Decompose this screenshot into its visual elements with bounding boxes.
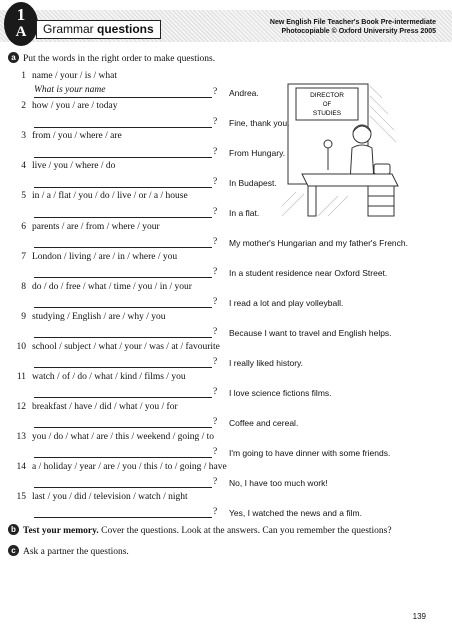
- credit-line-1: New English File Teacher's Book Pre-intermediate: [269, 19, 436, 26]
- section-c-marker: c: [8, 545, 19, 556]
- instruction-a: [8, 52, 215, 64]
- answer-text: Fine, thank you.: [229, 118, 290, 128]
- sign-line-3: STUDIES: [312, 110, 342, 117]
- question-mark: ?: [213, 357, 218, 367]
- question-prompt: parents / are / from / where / your: [32, 222, 160, 232]
- question-prompt: last / you / did / television / watch / night: [32, 492, 188, 502]
- question-prompt: you / do / what / are / this / weekend / going / to: [32, 432, 215, 442]
- question-prompt: in / a / flat / you / do / live / or / a / house: [32, 191, 188, 201]
- answer-text: I really liked history.: [229, 358, 304, 368]
- question-number: 1: [21, 71, 26, 81]
- question-prompt: from / you / where / are: [32, 131, 122, 141]
- answer-line[interactable]: [34, 367, 212, 368]
- question-mark: ?: [213, 267, 218, 277]
- question-prompt: London / living / are / in / where / you: [32, 252, 178, 262]
- answer-text: In Budapest.: [229, 178, 277, 188]
- instruction-c: [8, 545, 129, 557]
- answer-line[interactable]: [34, 157, 212, 158]
- question-mark: ?: [213, 507, 218, 517]
- question-mark: ?: [213, 417, 218, 427]
- question-number: 3: [21, 131, 26, 141]
- answer-line[interactable]: [34, 337, 212, 338]
- answer-text: Because I want to travel and English helps.: [229, 328, 392, 338]
- instruction-c-text: Ask a partner the questions.: [23, 547, 129, 557]
- example-answer: What is your name: [34, 85, 106, 95]
- question-mark: ?: [213, 147, 218, 157]
- credit-line-2: Photocopiable © Oxford University Press 2005: [281, 28, 436, 35]
- question-mark: ?: [213, 237, 218, 247]
- question-mark: ?: [213, 207, 218, 217]
- answer-text: I love science fictions films.: [229, 388, 332, 398]
- question-mark: ?: [213, 327, 218, 337]
- answer-line[interactable]: [34, 427, 212, 428]
- answer-text: I'm going to have dinner with some friends.: [229, 448, 391, 458]
- title-bold: questions: [97, 22, 154, 36]
- question-number: 4: [21, 161, 26, 171]
- question-prompt: name / your / is / what: [32, 71, 117, 81]
- answer-line[interactable]: [34, 397, 212, 398]
- question-prompt: studying / English / are / why / you: [32, 312, 166, 322]
- question-number: 10: [16, 342, 26, 352]
- sign-line-1: DIRECTOR: [310, 92, 344, 99]
- question-number: 12: [16, 402, 26, 412]
- question-mark: ?: [213, 387, 218, 397]
- question-prompt: a / holiday / year / are / you / this / to / going / have: [32, 462, 227, 472]
- answer-text: I read a lot and play volleyball.: [229, 298, 344, 308]
- question-prompt: do / do / free / what / time / you / in / your: [32, 282, 192, 292]
- answer-line[interactable]: [34, 97, 212, 98]
- section-b-marker: b: [8, 524, 19, 535]
- question-number: 14: [16, 462, 26, 472]
- question-number: 13: [16, 432, 26, 442]
- answer-text: Yes, I watched the news and a film.: [229, 508, 362, 518]
- question-number: 6: [21, 222, 26, 232]
- question-number: 5: [21, 191, 26, 201]
- question-number: 8: [21, 282, 26, 292]
- answer-line[interactable]: [34, 187, 212, 188]
- unit-badge: [4, 2, 38, 46]
- answer-line[interactable]: [34, 487, 212, 488]
- question-prompt: breakfast / have / did / what / you / for: [32, 402, 178, 412]
- question-prompt: live / you / where / do: [32, 161, 116, 171]
- instruction-b: [8, 524, 392, 536]
- director-illustration: [282, 82, 402, 220]
- question-number: 9: [21, 312, 26, 322]
- answer-text: In a flat.: [229, 208, 260, 218]
- section-a-marker: a: [8, 52, 19, 63]
- question-mark: ?: [213, 177, 218, 187]
- unit-number: 1: [16, 5, 26, 24]
- answer-text: My mother's Hungarian and my father's French.: [229, 238, 408, 248]
- question-mark: ?: [213, 297, 218, 307]
- page-number: 139: [412, 612, 426, 621]
- answer-line[interactable]: [34, 127, 212, 128]
- answer-line[interactable]: [34, 517, 212, 518]
- answer-line[interactable]: [34, 307, 212, 308]
- question-prompt: school / subject / what / your / was / at / favourite: [32, 342, 220, 352]
- question-number: 15: [16, 492, 26, 502]
- answer-text: No, I have too much work!: [229, 478, 328, 488]
- question-mark: ?: [213, 447, 218, 457]
- question-number: 7: [21, 252, 26, 262]
- unit-letter: A: [15, 24, 27, 40]
- instruction-b-bold: Test your memory.: [23, 526, 99, 536]
- question-prompt: how / you / are / today: [32, 101, 118, 111]
- answer-text: From Hungary.: [229, 148, 286, 158]
- question-prompt: watch / of / do / what / kind / films / you: [32, 372, 186, 382]
- question-number: 11: [16, 372, 26, 382]
- question-mark: ?: [213, 477, 218, 487]
- question-mark: ?: [213, 117, 218, 127]
- answer-line[interactable]: [34, 457, 212, 458]
- sign-line-2: OF: [322, 102, 332, 108]
- answer-text: Coffee and cereal.: [229, 418, 299, 428]
- answer-text: In a student residence near Oxford Street.: [229, 268, 388, 278]
- title-plain: Grammar: [43, 22, 94, 36]
- answer-text: Andrea.: [229, 88, 259, 98]
- page-title: [36, 20, 161, 39]
- answer-line[interactable]: [34, 217, 212, 218]
- instruction-a-text: Put the words in the right order to make questions.: [23, 54, 216, 64]
- question-number: 2: [21, 101, 26, 111]
- answer-line[interactable]: [34, 247, 212, 248]
- answer-line[interactable]: [34, 277, 212, 278]
- question-mark: ?: [213, 87, 218, 97]
- instruction-b-text: Cover the questions. Look at the answers. Can you remember the questions?: [98, 526, 392, 536]
